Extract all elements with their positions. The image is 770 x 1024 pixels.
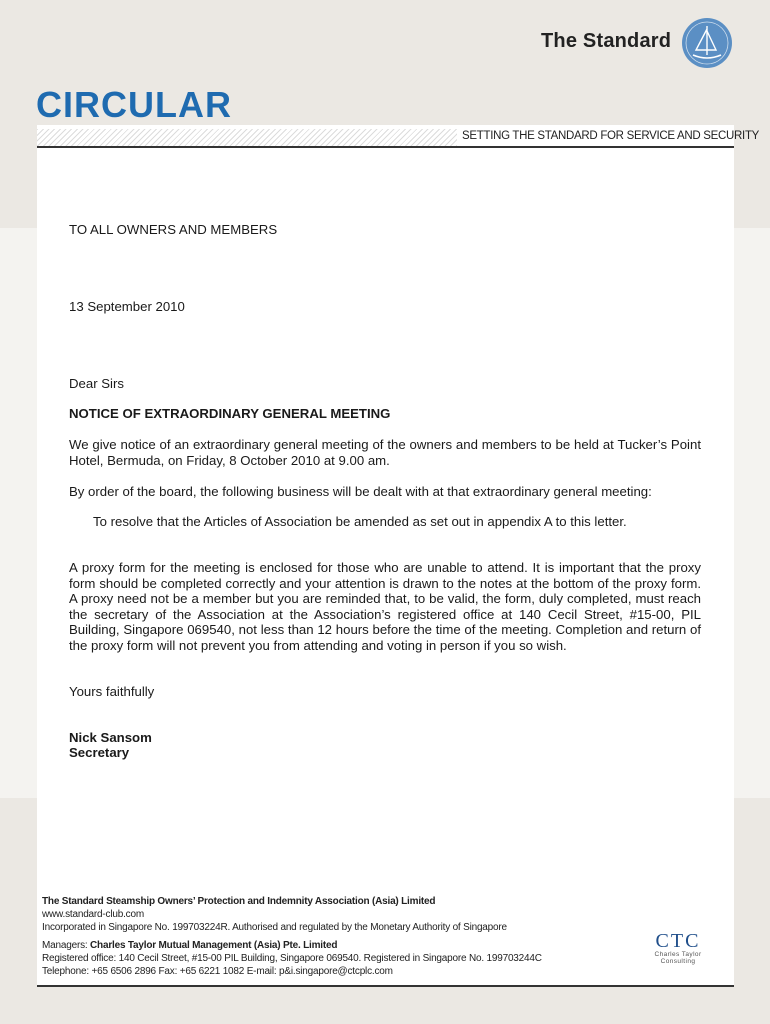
footer-incorporation: Incorporated in Singapore No. 199703224R. Authorised and regulated by the Monetary Authority of Singapore: [42, 922, 507, 933]
brand-name: The Standard: [541, 30, 672, 52]
paragraph-notice: We give notice of an extraordinary general meeting of the owners and members to be held at Tucker’s Point Hotel, Bermuda, on Friday, 8 October 2010 at 9.00 am.: [69, 437, 701, 468]
ctc-line-2: Consulting: [660, 958, 696, 965]
ship-globe-logo-icon: [681, 17, 733, 69]
footer-rule: [37, 985, 734, 987]
subject-heading: NOTICE OF EXTRAORDINARY GENERAL MEETING: [69, 406, 391, 421]
paragraph-business: By order of the board, the following business will be dealt with at that extraordinary general meeting:: [69, 484, 652, 499]
footer-company: The Standard Steamship Owners’ Protection and Indemnity Association (Asia) Limited: [42, 896, 436, 907]
ctc-mark: CTC: [655, 930, 701, 952]
tagline: SETTING THE STANDARD FOR SERVICE AND SECURITY: [462, 130, 760, 142]
paragraph-proxy: A proxy form for the meeting is enclosed for those who are unable to attend. It is important that the proxy form should be completed correctly and your attention is drawn to the notes at the bottom of the proxy form. A proxy need not be a member but you are reminded that, to be valid, the form, duly completed, must reach the secretary of the Association at the Association’s registered office at 140 Cecil Street, #15-00, PIL Building, Singapore 069540, not less than 12 hours before the time of the meeting. Completion and return of the proxy form will not prevent you from attending and voting in person if you so wish.: [69, 560, 701, 653]
footer-registered-office: Registered office: 140 Cecil Street, #15-00 PIL Building, Singapore 069540. Registered in Singapore No. 199703244C: [42, 953, 542, 964]
header-rule: [37, 146, 734, 148]
footer-managers: [42, 940, 337, 951]
ctc-logo: [645, 931, 711, 965]
salutation: Dear Sirs: [69, 376, 124, 391]
signatory-title: Secretary: [69, 745, 130, 760]
closing: Yours faithfully: [69, 684, 155, 699]
footer-website[interactable]: www.standard-club.com: [42, 909, 144, 920]
resolution-text: To resolve that the Articles of Association be amended as set out in appendix A to this letter.: [93, 514, 627, 529]
managers-name: Charles Taylor Mutual Management (Asia) Pte. Limited: [90, 940, 338, 951]
managers-label: Managers:: [42, 940, 91, 951]
footer-contact: Telephone: +65 6506 2896 Fax: +65 6221 1082 E-mail: p&i.singapore@ctcplc.com: [42, 966, 393, 977]
letter-date: 13 September 2010: [69, 299, 185, 314]
circular-title: CIRCULAR: [36, 84, 232, 125]
signatory-name: Nick Sansom: [69, 730, 152, 745]
letter-page: [37, 125, 734, 987]
hatch-decoration: [37, 129, 457, 147]
ctc-line-1: Charles Taylor: [654, 951, 702, 958]
addressee: TO ALL OWNERS AND MEMBERS: [69, 222, 278, 237]
